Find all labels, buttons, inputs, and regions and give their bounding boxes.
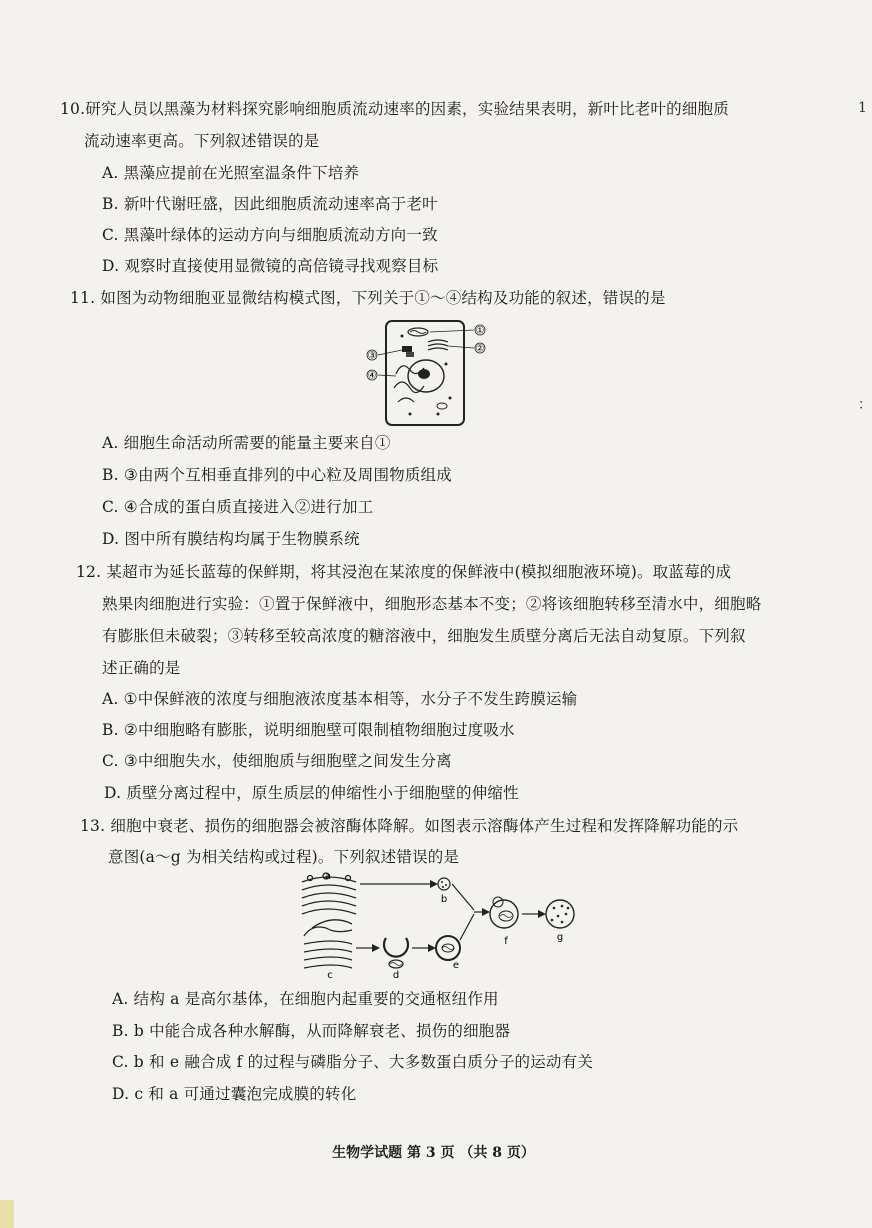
structure-g-residual (546, 900, 574, 928)
page-footer: 生物学试题 第 3 页 （共 8 页） (332, 1145, 535, 1161)
q12-stem-line1: 12. 某超市为延长蓝莓的保鲜期，将其浸泡在某浓度的保鲜液中(模拟细胞液环境)。取蓝莓的成 (76, 563, 732, 581)
q12-stem-line2: 熟果肉细胞进行实验：①置于保鲜液中，细胞形态基本不变；②将该细胞转移至清水中，细胞略 (102, 595, 762, 613)
edge-mark: ： (858, 397, 872, 413)
structure-f-autolysosome (490, 900, 518, 928)
label-1: ① (475, 325, 485, 337)
label-f: f (504, 936, 508, 947)
structure-c-er (304, 920, 352, 968)
label-2: ② (475, 343, 485, 355)
q11-option-b: B. ③由两个互相垂直排列的中心粒及周围物质组成 (102, 466, 452, 484)
centrosome (402, 346, 412, 352)
q12-option-d: D. 质壁分离过程中，原生质层的伸缩性小于细胞壁的伸缩性 (104, 784, 519, 802)
q12-option-a: A. ①中保鲜液的浓度与细胞液浓度基本相等，水分子不发生跨膜运输 (102, 690, 578, 708)
lysosome-process-diagram (296, 868, 578, 980)
q12-option-c: C. ③中细胞失水，使细胞质与细胞壁之间发生分离 (102, 752, 452, 770)
q12-stem-line4: 述正确的是 (102, 659, 181, 677)
label-4: ④ (367, 370, 377, 382)
q10-option-c: C. 黑藻叶绿体的运动方向与细胞质流动方向一致 (102, 226, 438, 244)
label-d: d (392, 970, 400, 981)
edge-mark: 1 (858, 100, 867, 116)
q13-option-c: C. b 和 e 融合成 f 的过程与磷脂分子、大多数蛋白质分子的运动有关 (112, 1053, 594, 1071)
q13-option-b: B. b 中能合成各种水解酶，从而降解衰老、损伤的细胞器 (112, 1022, 511, 1040)
q12-stem-line3: 有膨胀但未破裂；③转移至较高浓度的糖溶液中，细胞发生质壁分离后无法自动复原。下列叙 (102, 627, 746, 645)
q10-option-a: A. 黑藻应提前在光照室温条件下培养 (102, 164, 360, 182)
q10-stem-line1: 10.研究人员以黑藻为材料探究影响细胞质流动速率的因素，实验结果表明，新叶比老叶的细胞质 (60, 100, 729, 118)
structure-b-lysosome (438, 878, 450, 890)
q11-option-c: C. ④合成的蛋白质直接进入②进行加工 (102, 498, 374, 516)
structure-d-phagophore (384, 938, 408, 957)
scan-edge-artifact (0, 1200, 14, 1228)
label-g: g (556, 932, 564, 943)
label-c: c (327, 970, 333, 981)
q13-option-d: D. c 和 a 可通过囊泡完成膜的转化 (112, 1085, 357, 1103)
q12-option-b: B. ②中细胞略有膨胀，说明细胞壁可限制植物细胞过度吸水 (102, 721, 515, 739)
q13-stem-line1: 13. 细胞中衰老、损伤的细胞器会被溶酶体降解。如图表示溶酶体产生过程和发挥降解功能的示 (80, 817, 739, 835)
q11-option-d: D. 图中所有膜结构均属于生物膜系统 (102, 530, 360, 548)
label-e: e (452, 960, 460, 971)
label-3: ③ (367, 350, 377, 362)
animal-cell-diagram (362, 318, 498, 430)
label-a: a (324, 871, 332, 882)
label-b: b (440, 894, 448, 905)
nucleolus (418, 369, 430, 379)
q11-stem: 11. 如图为动物细胞亚显微结构模式图，下列关于①～④结构及功能的叙述，错误的是 (70, 289, 666, 307)
golgi (428, 340, 448, 350)
q13-stem-line2: 意图(a～g 为相关结构或过程)。下列叙述错误的是 (108, 848, 460, 866)
q13-option-a: A. 结构 a 是高尔基体，在细胞内起重要的交通枢纽作用 (112, 990, 499, 1008)
q10-option-b: B. 新叶代谢旺盛，因此细胞质流动速率高于老叶 (102, 195, 438, 213)
q11-option-a: A. 细胞生命活动所需要的能量主要来自① (102, 434, 391, 452)
q10-option-d: D. 观察时直接使用显微镜的高倍镜寻找观察目标 (102, 257, 439, 275)
q10-stem-line2: 流动速率更高。下列叙述错误的是 (84, 132, 320, 150)
